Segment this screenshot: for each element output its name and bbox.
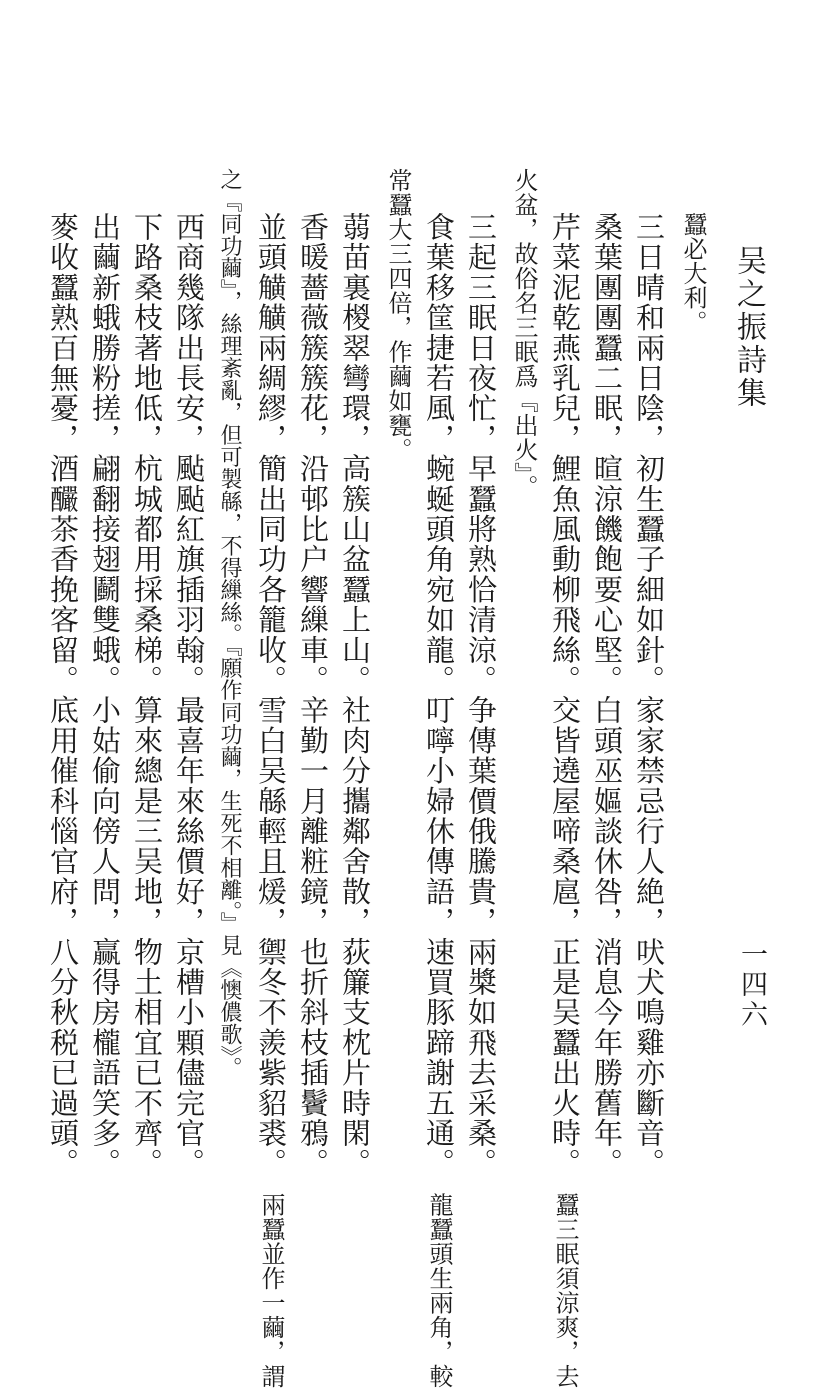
poem-column-14 <box>88 212 122 1179</box>
poem-line-bottom: 交皆遶屋啼桑扈，正是吴蠶出火時。 <box>548 695 582 1179</box>
poem-line-top: 出繭新蛾勝粉搓，翩翻接翅鬬雙蛾。 <box>88 212 122 696</box>
page-number: 一四六 <box>736 940 767 1030</box>
poem-line-top: 下路桑枝著地低，杭城都用採桑梯。 <box>130 212 164 696</box>
poem-line-bottom: 社肉分攜鄰舍散，荻簾支枕片時閑。 <box>338 695 372 1179</box>
poem-line-bottom: 雪白吴緜輕且煖，禦冬不羨紫貂裘。 <box>254 695 288 1179</box>
column-note-0: 蠶必大利。 <box>679 212 707 335</box>
poem-line-bottom: 叮嚀小婦休傳語，速買豚蹄謝五通。 <box>422 695 456 1179</box>
poem-line-top: 食葉移筐捷若風，蜿蜒頭角宛如龍。 <box>422 212 456 696</box>
page-header-title: 吴之振詩集 <box>731 245 766 410</box>
poem-column-13 <box>130 212 164 1179</box>
poem-line-top: 芹菜泥乾燕乳兒，鯉魚風動柳飛絲。 <box>548 212 582 696</box>
poem-column-2 <box>590 212 624 1179</box>
inline-note: 兩蠶並作一繭，謂 <box>257 1192 285 1388</box>
poem-line-top: 香暖薔薇簇簇花，沿邨比户響繅車。 <box>296 212 330 696</box>
poem-column-9 <box>296 212 330 1179</box>
poem-line-top: 三日晴和兩日陰，初生蠶子細如針。 <box>632 212 666 696</box>
poem-column-1 <box>632 212 666 1179</box>
poem-line-top: 並頭觵觵兩綢繆，簡出同功各籠收。 <box>254 212 288 696</box>
poem-line-bottom: 最喜年來絲價好，京槽小顆儘完官。 <box>172 695 206 1179</box>
poem-column-8 <box>338 212 372 1179</box>
poem-line-top: 桑葉團團蠶二眠，暄涼饑飽要心堅。 <box>590 212 624 696</box>
poem-line-bottom: 家家禁忌行人絶，吠犬鳴雞亦斷音。 <box>632 695 666 1179</box>
column-note-4: 火盆，故俗名三眠爲『出火』。 <box>510 168 538 499</box>
poem-line-bottom: 白頭巫嫗談休咎，消息今年勝舊年。 <box>590 695 624 1179</box>
poem-line-bottom: 辛勤一月離粧鏡，也折斜枝插鬢鴉。 <box>296 695 330 1179</box>
poem-line-top: 西商幾隊出長安，颭颭紅旗插羽翰。 <box>172 212 206 696</box>
poem-line-top: 蒻苗裏椶翠彎環，高簇山盆蠶上山。 <box>338 212 372 696</box>
poem-column-15 <box>46 212 80 1179</box>
poem-column-10 <box>254 212 288 1388</box>
poem-column-3 <box>548 212 582 1388</box>
poem-line-bottom: 底用催科惱官府，八分秋税已過頭。 <box>46 695 80 1179</box>
poem-line-top: 三起三眠日夜忙，早蠶將熟恰清涼。 <box>464 212 498 696</box>
inline-note: 蠶三眠須涼爽，去 <box>551 1192 579 1388</box>
column-note-7: 常蠶大三四倍，作繭如甕。 <box>384 168 412 462</box>
poem-column-12 <box>172 212 206 1179</box>
poem-line-bottom: 争傳葉價俄騰貴，兩槳如飛去采桑。 <box>464 695 498 1179</box>
poem-column-5 <box>464 212 498 1179</box>
inline-note: 龍蠶頭生兩角，較 <box>425 1192 453 1388</box>
poem-line-bottom: 算來總是三吴地，物土相宜已不齊。 <box>130 695 164 1179</box>
poem-line-bottom: 小姑偷向傍人問，赢得房櫳語笑多。 <box>88 695 122 1179</box>
poem-column-6 <box>422 212 456 1388</box>
poem-line-top: 麥收蠶熟百無憂，酒釅茶香挽客留。 <box>46 212 80 696</box>
column-note-11: 之『同功繭』，絲理紊亂，但可製緜，不得繅絲。『願作同功繭，生死不相離。』見《懊儂歌》。 <box>217 168 242 1079</box>
